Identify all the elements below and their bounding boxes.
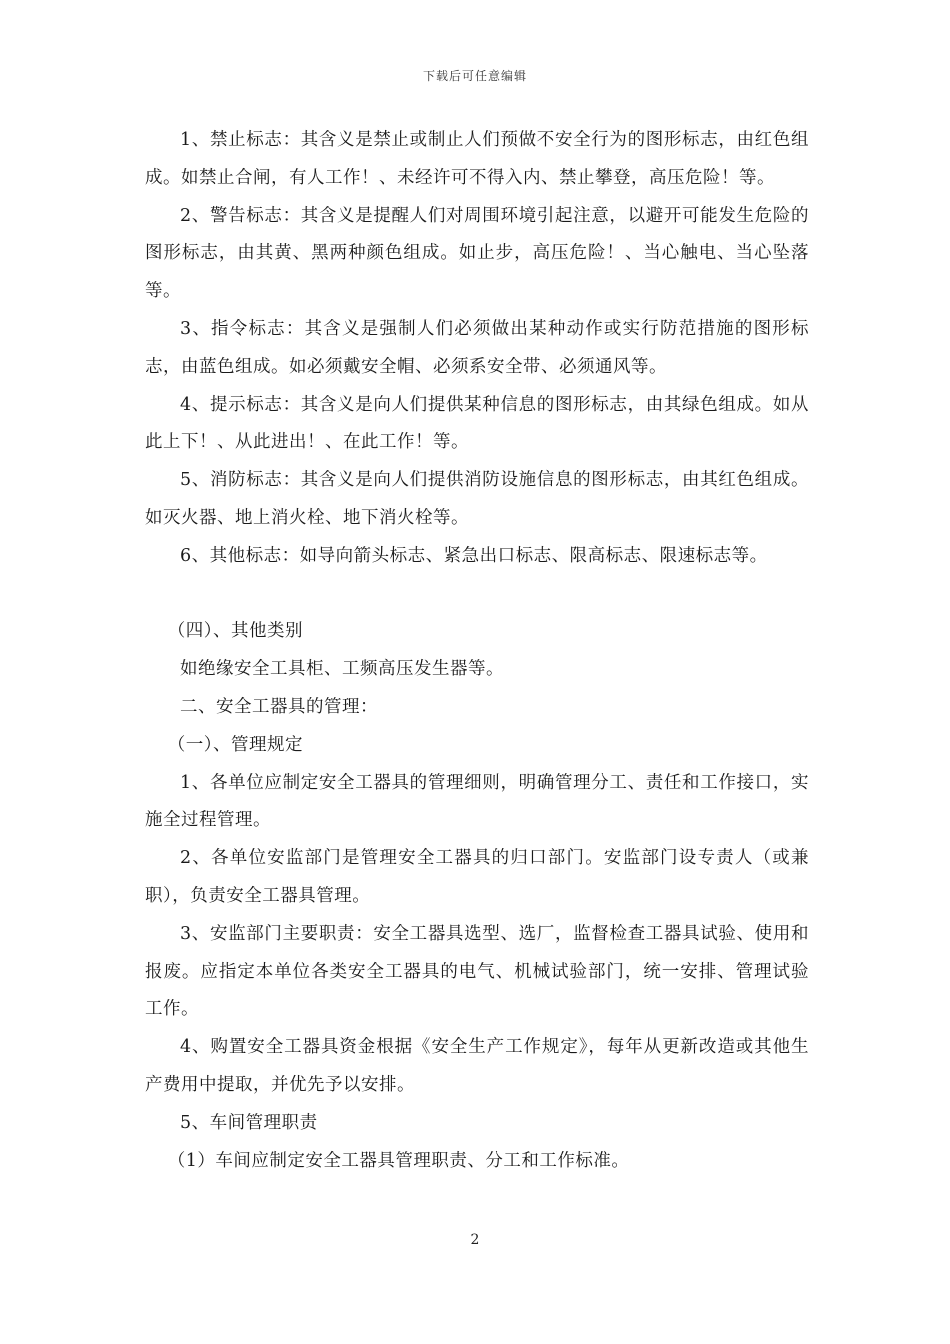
paragraph-workshop-duty-1: （1）车间应制定安全工器具管理职责、分工和工作标准。 bbox=[167, 1150, 630, 1171]
section-heading-other-categories: （四）、其他类别 bbox=[167, 621, 303, 642]
paragraph-other-categories: 如绝缘安全工具柜、工频高压发生器等。 bbox=[180, 659, 504, 680]
paragraph-regulation-1: 1、各单位应制定安全工器具的管理细则，明确管理分工、责任和工作接口，实施全过程管理。 bbox=[145, 772, 809, 831]
paragraph-regulation-3: 3、安监部门主要职责：安全工器具选型、选厂，监督检查工器具试验、使用和报废。应指定本单位各类安全工器具的电气、机械试验部门，统一安排、管理试验工作。 bbox=[145, 923, 809, 1020]
paragraph-fire-sign: 5、消防标志：其含义是向人们提供消防设施信息的图形标志，由其红色组成。如灭火器、地上消火栓、地下消火栓等。 bbox=[145, 470, 809, 528]
paragraph-instruction-sign: 3、指令标志：其含义是强制人们必须做出某种动作或实行防范措施的图形标志，由蓝色组成。如必须戴安全帽、必须系安全带、必须通风等。 bbox=[145, 318, 809, 377]
section-heading-management: 二、安全工器具的管理： bbox=[180, 696, 378, 717]
paragraph-prohibition-sign: 1、禁止标志：其含义是禁止或制止人们预做不安全行为的图形标志，由红色组成。如禁止合闸，有人工作！、未经许可不得入内、禁止攀登，高压危险！等。 bbox=[145, 130, 809, 188]
section-heading-regulations: （一）、管理规定 bbox=[167, 734, 303, 755]
paragraph-notice-sign: 4、提示标志：其含义是向人们提供某种信息的图形标志，由其绿色组成。如从此上下！、从此进出！、在此工作！等。 bbox=[145, 394, 809, 453]
paragraph-other-sign: 6、其他标志：如导向箭头标志、紧急出口标志、限高标志、限速标志等。 bbox=[180, 545, 768, 566]
paragraph-regulation-4: 4、购置安全工器具资金根据《安全生产工作规定》，每年从更新改造或其他生产费用中提取，并优先予以安排。 bbox=[145, 1037, 809, 1095]
blank-line bbox=[145, 576, 809, 614]
document-body bbox=[145, 122, 809, 1180]
paragraph-regulation-2: 2、各单位安监部门是管理安全工器具的归口部门。安监部门设专责人（或兼职），负责安全工器具管理。 bbox=[145, 848, 809, 906]
page-header: 下载后可任意编辑 bbox=[422, 69, 527, 83]
page-number: 2 bbox=[470, 1232, 480, 1248]
paragraph-regulation-5: 5、车间管理职责 bbox=[180, 1112, 318, 1133]
paragraph-warning-sign: 2、警告标志：其含义是提醒人们对周围环境引起注意，以避开可能发生危险的图形标志，由其黄、黑两种颜色组成。如止步，高压危险！、当心触电、当心坠落等。 bbox=[145, 205, 809, 302]
